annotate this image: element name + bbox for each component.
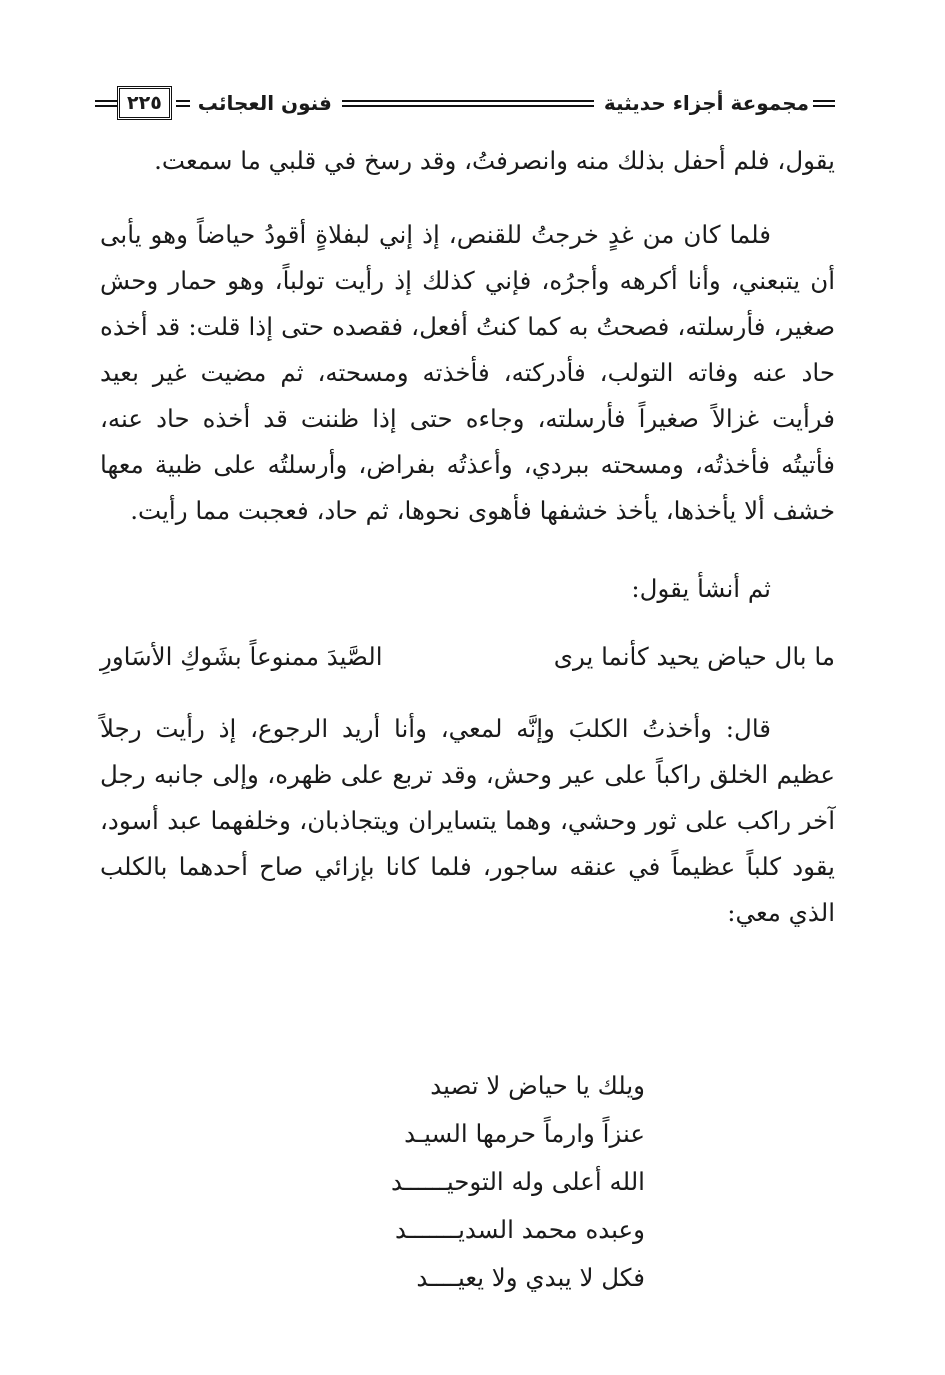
verse-second-hemistich: الصَّيدَ ممنوعاً بشَوكِ الأسَاورِ: [100, 642, 383, 671]
header-rule: [176, 100, 190, 107]
header-rule: [342, 100, 594, 107]
paragraph: فلما كان من غدٍ خرجتُ للقنص، إذ إني لبفلاةٍ أقودُ حياضاً وهو يأبى أن يتبعني، وأنا أكرهه وأجرُه، فإني كذلك إذ رأيت تولباً، وهو حمار وحش صغير، فأرسلته، فصحتُ به كما كنتُ أفعل، فقصده حتى إذا قلت: قد أخذه حاد عنه وفاته التولب، فأدركته، فأخذته ومسحته، ثم مضيت غير بعيد فرأيت غزالاً صغيراً فأرسلته، وجاءه حتى إذا ظننت قد أخذه حاد عنه، فأتيتُه فأخذتُه، ومسحته ببردي، وأعذتُه بفراض، وأرسلتُه على ظبية معها خشف ألا يأخذها، يأخذ خشفها فأهوى نحوها، ثم حاد، فعجبت مما رأيت.: [100, 220, 835, 525]
running-header: [95, 84, 835, 122]
chapter-title: فنون العجائب: [197, 91, 332, 115]
paragraph: قال: وأخذتُ الكلبَ وإنَّه لمعي، وأنا أريد الرجوع، إذ رأيت رجلاً عظيم الخلق راكباً على عير وحش، وقد تربع على ظهره، وإلى جانبه رجل آخر راكب على ثور وحشي، وهما يتسايران ويتجاذبان، وخلفهما عبد أسود، يقود كلباً عظيماً في عنقه ساجور، فلما كانا بإزائي صاح أحدهما بالكلب الذي معي:: [100, 714, 835, 927]
page-number: ٢٢٥: [117, 86, 172, 120]
poem-line: فكل لا يبدي ولا يعيــــد: [416, 1263, 645, 1292]
poem-line: ويلك يا حياض لا تصيد: [430, 1071, 645, 1100]
poem: [300, 1062, 645, 1302]
poem-line: عنزاً وارماً حرمها السيـد: [404, 1119, 645, 1148]
poem-line: الله أعلى وله التوحيــــــد: [390, 1167, 645, 1196]
header-rule: [813, 100, 835, 107]
paragraph: يقول، فلم أحفل بذلك منه وانصرفتُ، وقد رسخ في قلبي ما سمعت.: [154, 146, 835, 175]
verse-line: [100, 634, 835, 680]
verse-intro: ثم أنشأ يقول:: [631, 574, 771, 603]
book-title: مجموعة أجزاء حديثية: [603, 91, 809, 115]
poem-line: وعبده محمد السديـــــــد: [395, 1215, 645, 1244]
body-text: [100, 138, 835, 936]
verse-first-hemistich: ما بال حياض يحيد كأنما يرى: [553, 642, 835, 671]
header-rule: [95, 100, 117, 107]
